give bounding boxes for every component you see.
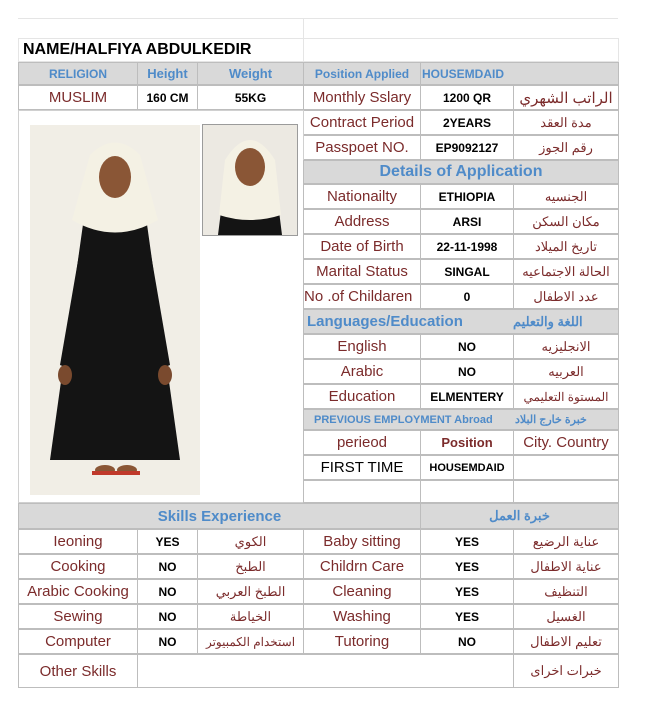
empty-cell (303, 480, 421, 503)
religion-label: RELIGION (18, 62, 138, 85)
skill-ironing-arabic: الكوي (197, 529, 304, 554)
skill-sewing-label: Sewing (18, 604, 138, 629)
employment-col-position: Position (420, 430, 514, 455)
position-applied-label: Position Applied (303, 62, 421, 85)
arabic-arabic: العربيه (513, 359, 619, 384)
marital-status-arabic: الحالة الاجتماعيه (513, 259, 619, 284)
skill-sewing-value: NO (137, 604, 198, 629)
children-value: 0 (420, 284, 514, 309)
skill-baby-sitting-arabic: عناية الرضيع (513, 529, 619, 554)
skill-tutoring-label: Tutoring (303, 629, 421, 654)
other-skills-label: Other Skills (18, 654, 138, 688)
nationality-arabic: الجنسيه (513, 184, 619, 209)
contract-period-arabic: مدة العقد (513, 110, 619, 135)
skill-sewing-arabic: الخياطة (197, 604, 304, 629)
height-value: 160 CM (137, 85, 198, 110)
employment-col-period: perieod (303, 430, 421, 455)
english-arabic: الانجليزيه (513, 334, 619, 359)
empty-cell (303, 38, 619, 62)
skill-ironing-label: Ieoning (18, 529, 138, 554)
employment-position-value: HOUSEMDAID (420, 455, 514, 480)
passport-value: EP9092127 (420, 135, 514, 160)
skill-cooking-value: NO (137, 554, 198, 579)
employment-section-title: PREVIOUS EMPLOYMENT Abroad (303, 409, 516, 430)
employment-col-country: City. Country (513, 430, 619, 455)
grid-line (18, 18, 618, 19)
education-label: Education (303, 384, 421, 409)
salary-label: Monthly Sslary (303, 85, 421, 110)
skills-section-title-arabic: خبرة العمل (420, 503, 619, 529)
dob-arabic: تاريخ الميلاد (513, 234, 619, 259)
languages-section-title-arabic: اللغة والتعليم (513, 309, 619, 334)
nationality-value: ETHIOPIA (420, 184, 514, 209)
skills-section-title: Skills Experience (18, 503, 421, 529)
dob-label: Date of Birth (303, 234, 421, 259)
children-label: No .of Childaren (303, 284, 421, 309)
other-skills-value (137, 654, 514, 688)
arabic-label: Arabic (303, 359, 421, 384)
education-arabic: المستوة التعليمي (513, 384, 619, 409)
employment-country-value (513, 455, 619, 480)
other-skills-arabic: خبرات اخراى (513, 654, 619, 688)
details-section-title: Details of Application (303, 160, 619, 184)
contract-period-label: Contract Period (303, 110, 421, 135)
skill-cleaning-arabic: التنظيف (513, 579, 619, 604)
address-value: ARSI (420, 209, 514, 234)
skill-cleaning-value: YES (420, 579, 514, 604)
skill-baby-sitting-value: YES (420, 529, 514, 554)
address-arabic: مكان السكن (513, 209, 619, 234)
passport-label: Passpoet NO. (303, 135, 421, 160)
applicant-name: NAME/HALFIYA ABDULKEDIR (18, 38, 304, 62)
nationality-label: Nationailty (303, 184, 421, 209)
portrait-photo (202, 124, 298, 236)
salary-arabic: الراتب الشهري (513, 85, 619, 110)
skill-arabic-cooking-arabic: الطبخ العربي (197, 579, 304, 604)
skill-children-care-arabic: عناية الاطفال (513, 554, 619, 579)
full-body-photo (30, 125, 200, 495)
weight-label: Weight (197, 62, 304, 85)
skill-arabic-cooking-value: NO (137, 579, 198, 604)
skill-children-care-label: Childrn Care (303, 554, 421, 579)
skill-cleaning-label: Cleaning (303, 579, 421, 604)
languages-section-title: Languages/Education (303, 309, 514, 334)
skill-tutoring-value: NO (420, 629, 514, 654)
skill-children-care-value: YES (420, 554, 514, 579)
position-applied-value: HOUSEMDAID (420, 62, 619, 85)
skill-tutoring-arabic: تعليم الاطفال (513, 629, 619, 654)
employment-period-value: FIRST TIME (303, 455, 421, 480)
address-label: Address (303, 209, 421, 234)
education-value: ELMENTERY (420, 384, 514, 409)
grid-line (303, 18, 304, 38)
employment-section-title-arabic: خبرة خارج البلاد (515, 409, 619, 430)
skill-computer-label: Computer (18, 629, 138, 654)
salary-value: 1200 QR (420, 85, 514, 110)
height-label: Height (137, 62, 198, 85)
contract-period-value: 2YEARS (420, 110, 514, 135)
skill-washing-value: YES (420, 604, 514, 629)
skill-washing-arabic: الغسيل (513, 604, 619, 629)
skill-arabic-cooking-label: Arabic Cooking (18, 579, 138, 604)
passport-arabic: رقم الجوز (513, 135, 619, 160)
skill-baby-sitting-label: Baby sitting (303, 529, 421, 554)
arabic-value: NO (420, 359, 514, 384)
skill-ironing-value: YES (137, 529, 198, 554)
empty-cell (420, 480, 514, 503)
skill-cooking-label: Cooking (18, 554, 138, 579)
marital-status-label: Marital Status (303, 259, 421, 284)
marital-status-value: SINGAL (420, 259, 514, 284)
skill-computer-arabic: استخدام الكمبيوتر (197, 629, 304, 654)
skill-computer-value: NO (137, 629, 198, 654)
weight-value: 55KG (197, 85, 304, 110)
english-label: English (303, 334, 421, 359)
english-value: NO (420, 334, 514, 359)
dob-value: 22-11-1998 (420, 234, 514, 259)
skill-washing-label: Washing (303, 604, 421, 629)
empty-cell (513, 480, 619, 503)
religion-value: MUSLIM (18, 85, 138, 110)
children-arabic: عدد الاطفال (513, 284, 619, 309)
skill-cooking-arabic: الطبخ (197, 554, 304, 579)
